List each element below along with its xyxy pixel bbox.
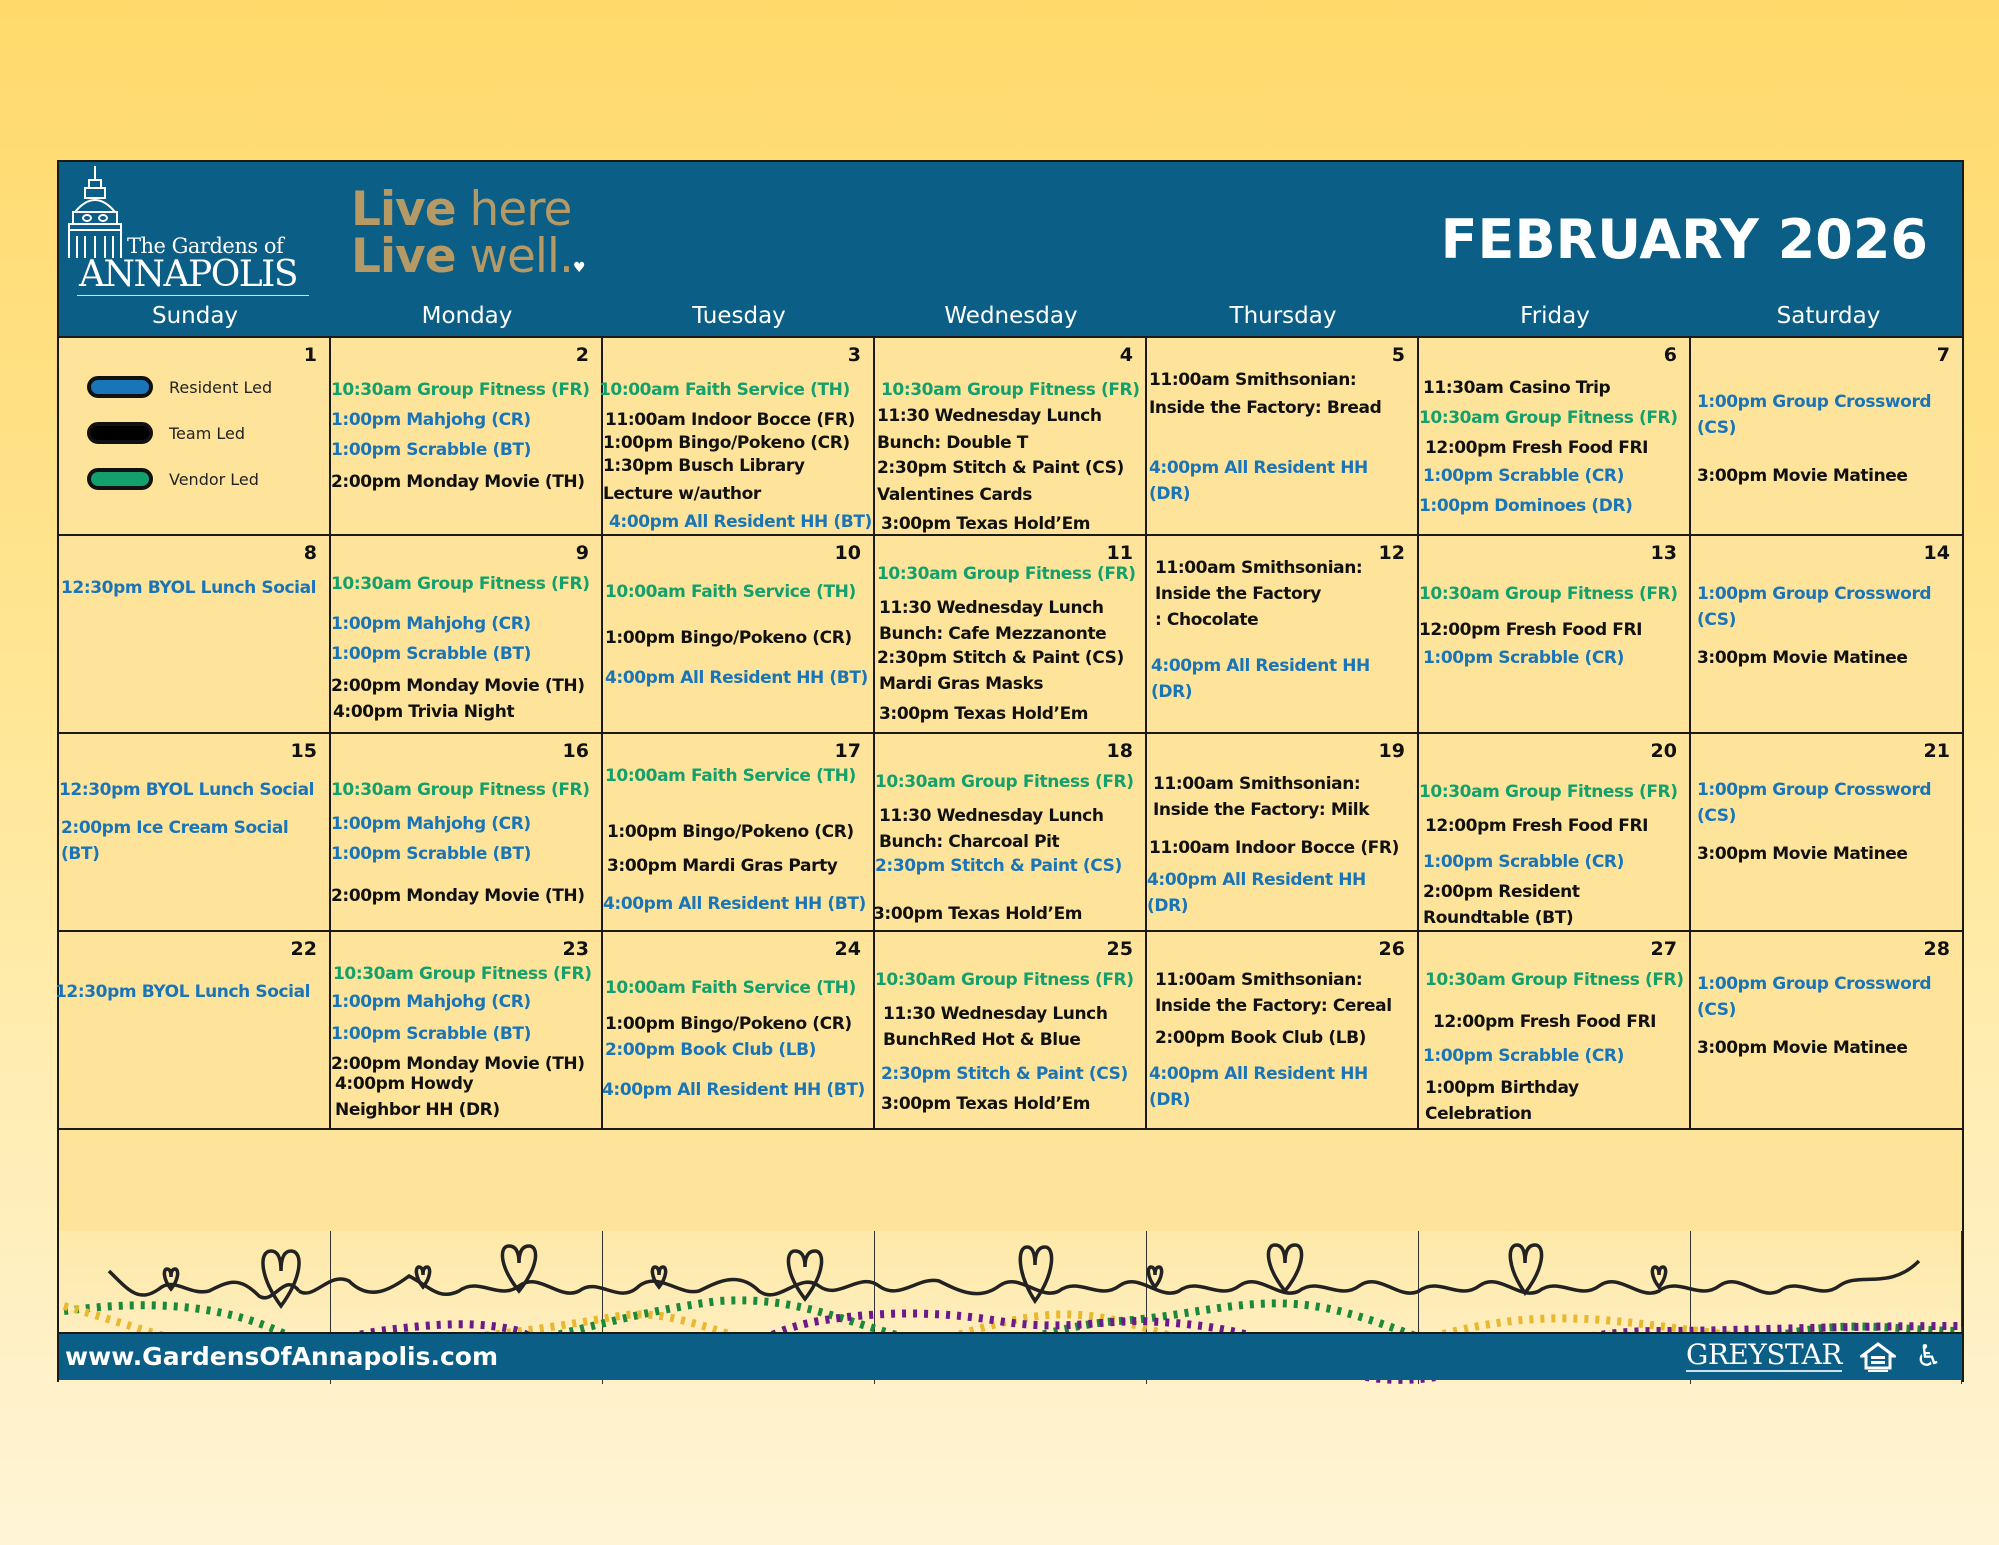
day-number: 4 <box>1119 344 1133 366</box>
day-cell[interactable] <box>875 932 1147 1128</box>
tagline-line1-bold: Live <box>351 182 456 237</box>
event-item-team[interactable]: 12:00pm Fresh Food FRI <box>1433 1012 1657 1032</box>
event-item-vendor[interactable]: 10:30am Group Fitness (FR) <box>875 970 1134 990</box>
dow-thursday: Thursday <box>1229 303 1337 329</box>
event-item-team[interactable]: Celebration <box>1425 1104 1532 1124</box>
event-item-resident[interactable]: 1:00pm Group Crossword <box>1697 780 1932 800</box>
event-item-resident[interactable]: 2:00pm Book Club (LB) <box>605 1040 817 1060</box>
event-item-team[interactable]: 11:00am Smithsonian: <box>1155 970 1363 990</box>
event-item-vendor[interactable]: 10:00am Faith Service (TH) <box>599 380 850 400</box>
logo-divider <box>77 295 309 296</box>
event-item-vendor[interactable]: 10:00am Faith Service (TH) <box>605 978 856 998</box>
event-item-team[interactable]: Bunch: Cafe Mezzanonte <box>879 624 1107 644</box>
day-number: 14 <box>1923 542 1950 564</box>
event-item-resident[interactable]: 1:00pm Dominoes (DR) <box>1419 496 1633 516</box>
event-item-team[interactable]: 2:00pm Monday Movie (TH) <box>331 886 585 906</box>
website-link[interactable]: www.GardensOfAnnapolis.com <box>65 1342 499 1371</box>
day-cell[interactable] <box>1691 536 1962 732</box>
legend-swatch-icon <box>87 422 153 444</box>
event-item-team[interactable]: 12:00pm Fresh Food FRI <box>1419 620 1643 640</box>
dow-tuesday: Tuesday <box>692 303 786 329</box>
week-row <box>59 536 1962 734</box>
dow-monday: Monday <box>421 303 513 329</box>
day-number: 12 <box>1378 542 1405 564</box>
event-item-team[interactable]: 3:00pm Movie Matinee <box>1697 466 1908 486</box>
day-number: 11 <box>1106 542 1133 564</box>
event-item-vendor[interactable]: 10:00am Faith Service (TH) <box>605 766 856 786</box>
event-item-resident[interactable]: 4:00pm All Resident HH <box>1149 458 1368 478</box>
dow-wednesday: Wednesday <box>944 303 1078 329</box>
event-item-team[interactable]: 11:30 Wednesday Lunch <box>879 806 1104 826</box>
event-item-team[interactable]: Mardi Gras Masks <box>879 674 1044 694</box>
event-item-team[interactable]: 1:00pm Bingo/Pokeno (CR) <box>605 1014 852 1034</box>
day-number: 10 <box>834 542 861 564</box>
day-number: 5 <box>1391 344 1405 366</box>
event-item-resident[interactable]: 1:00pm Mahjohg (CR) <box>331 410 531 430</box>
event-item-team[interactable]: Inside the Factory: Cereal <box>1155 996 1392 1016</box>
event-item-vendor[interactable]: 10:30am Group Fitness (FR) <box>881 380 1140 400</box>
event-item-vendor[interactable]: 10:30am Group Fitness (FR) <box>1419 782 1678 802</box>
day-cell[interactable] <box>1419 932 1691 1128</box>
day-cell[interactable] <box>59 734 331 930</box>
event-item-resident[interactable]: 4:00pm All Resident HH (BT) <box>602 1080 865 1100</box>
day-number: 2 <box>575 344 589 366</box>
dow-sunday: Sunday <box>151 303 239 329</box>
day-cell[interactable] <box>875 536 1147 732</box>
day-cell[interactable] <box>1691 932 1962 1128</box>
calendar-sheet <box>57 160 1964 1382</box>
event-item-team[interactable]: 2:30pm Stitch & Paint (CS) <box>877 648 1124 668</box>
day-cell[interactable] <box>1419 338 1691 534</box>
event-item-team[interactable]: BunchRed Hot & Blue <box>883 1030 1081 1050</box>
day-number: 6 <box>1663 344 1677 366</box>
tagline-line1-rest: here <box>455 182 572 237</box>
event-item-resident[interactable]: (CS) <box>1697 418 1736 438</box>
day-number: 3 <box>847 344 861 366</box>
day-cell[interactable] <box>1691 734 1962 930</box>
event-item-resident[interactable]: 4:00pm All Resident HH (BT) <box>603 894 866 914</box>
gardens-of-annapolis-logo <box>65 166 315 302</box>
event-item-resident[interactable]: (BT) <box>61 844 100 864</box>
event-item-vendor[interactable]: 10:30am Group Fitness (FR) <box>1419 584 1678 604</box>
dow-saturday: Saturday <box>1776 303 1881 329</box>
event-item-vendor[interactable]: 10:00am Faith Service (TH) <box>605 582 856 602</box>
event-item-resident[interactable]: 1:00pm Scrabble (BT) <box>331 1024 531 1044</box>
event-item-team[interactable]: 11:00am Smithsonian: <box>1149 370 1357 390</box>
event-item-resident[interactable]: 12:30pm BYOL Lunch Social <box>55 982 311 1002</box>
day-cell[interactable] <box>875 734 1147 930</box>
week-row <box>59 734 1962 932</box>
event-item-team[interactable]: 2:00pm Resident <box>1423 882 1580 902</box>
event-item-team[interactable]: Bunch: Charcoal Pit <box>879 832 1060 852</box>
equal-housing-icon <box>1860 1342 1896 1376</box>
event-item-resident[interactable]: 1:00pm Scrabble (CR) <box>1423 852 1624 872</box>
event-item-resident[interactable]: (DR) <box>1149 484 1191 504</box>
footer <box>59 1332 1962 1380</box>
event-item-team[interactable]: 3:00pm Texas Hold’Em <box>879 704 1089 724</box>
tagline <box>351 182 585 292</box>
event-item-resident[interactable]: 1:00pm Scrabble (CR) <box>1423 466 1624 486</box>
event-item-resident[interactable]: 12:30pm BYOL Lunch Social <box>59 780 315 800</box>
day-number: 17 <box>834 740 861 762</box>
event-item-resident[interactable]: 1:00pm Group Crossword <box>1697 974 1932 994</box>
event-item-team[interactable]: Valentines Cards <box>877 485 1033 505</box>
day-cell[interactable] <box>603 932 875 1128</box>
legend-label: Vendor Led <box>169 469 259 489</box>
day-number: 22 <box>290 938 317 960</box>
day-cell[interactable] <box>599 338 875 534</box>
event-item-team[interactable]: 11:00am Indoor Bocce (FR) <box>1149 838 1399 858</box>
event-item-team[interactable]: 12:00pm Fresh Food FRI <box>1425 816 1649 836</box>
event-item-team[interactable]: Lecture w/author <box>603 484 761 504</box>
event-item-team[interactable]: 2:30pm Stitch & Paint (CS) <box>877 458 1124 478</box>
event-item-team[interactable]: 3:00pm Texas Hold’Em <box>881 514 1091 534</box>
event-item-team[interactable]: 3:00pm Movie Matinee <box>1697 1038 1908 1058</box>
day-number: 20 <box>1650 740 1677 762</box>
calendar-header <box>59 162 1962 336</box>
calendar-grid <box>55 336 1962 1130</box>
legend-item <box>87 422 245 444</box>
week-row <box>55 932 1962 1130</box>
event-item-vendor[interactable]: 10:30am Group Fitness (FR) <box>333 964 592 984</box>
day-cell[interactable] <box>331 536 603 732</box>
day-number: 24 <box>834 938 861 960</box>
event-item-team[interactable]: 1:00pm Birthday <box>1425 1078 1579 1098</box>
event-item-resident[interactable]: (DR) <box>1149 1090 1191 1110</box>
event-item-team[interactable]: 3:00pm Texas Hold’Em <box>881 1094 1091 1114</box>
event-item-team[interactable]: Bunch: Double T <box>877 433 1028 453</box>
event-item-team[interactable]: 11:30 Wednesday Lunch <box>883 1004 1108 1024</box>
event-item-resident[interactable]: 1:00pm Scrabble (BT) <box>331 844 531 864</box>
event-item-resident[interactable]: 1:00pm Group Crossword <box>1697 392 1932 412</box>
day-number: 8 <box>303 542 317 564</box>
event-item-resident[interactable]: (DR) <box>1151 682 1193 702</box>
day-cell[interactable] <box>603 536 875 732</box>
event-item-resident[interactable]: 4:00pm All Resident HH <box>1149 1064 1368 1084</box>
event-item-team[interactable]: 11:30am Casino Trip <box>1423 378 1611 398</box>
day-number: 19 <box>1378 740 1405 762</box>
event-item-team[interactable]: Roundtable (BT) <box>1423 908 1574 928</box>
day-number: 27 <box>1650 938 1677 960</box>
legend-swatch-icon <box>87 468 153 490</box>
event-item-team[interactable]: 2:00pm Book Club (LB) <box>1155 1028 1367 1048</box>
event-item-team[interactable]: 4:00pm Howdy <box>335 1074 474 1094</box>
event-item-resident[interactable]: 12:30pm BYOL Lunch Social <box>61 578 317 598</box>
legend-item <box>87 376 272 398</box>
event-item-team[interactable]: 12:00pm Fresh Food FRI <box>1425 438 1649 458</box>
event-item-team[interactable]: 1:00pm Bingo/Pokeno (CR) <box>603 433 850 453</box>
day-cell[interactable] <box>59 338 331 534</box>
event-item-team[interactable]: 2:00pm Monday Movie (TH) <box>331 472 585 492</box>
event-item-resident[interactable]: (DR) <box>1147 896 1189 916</box>
logo-text-line1: The Gardens of <box>127 234 284 258</box>
event-item-resident[interactable]: 2:30pm Stitch & Paint (CS) <box>875 856 1122 876</box>
day-number: 7 <box>1936 344 1950 366</box>
event-item-team[interactable]: Neighbor HH (DR) <box>335 1100 500 1120</box>
event-item-vendor[interactable]: 10:30am Group Fitness (FR) <box>331 780 590 800</box>
day-number: 1 <box>303 344 317 366</box>
day-cell[interactable] <box>1147 734 1419 930</box>
day-cell[interactable] <box>55 932 331 1128</box>
day-number: 15 <box>290 740 317 762</box>
event-item-team[interactable]: 2:00pm Monday Movie (TH) <box>331 676 585 696</box>
event-item-resident[interactable]: 1:00pm Group Crossword <box>1697 584 1932 604</box>
day-number: 26 <box>1378 938 1405 960</box>
event-item-resident[interactable]: 4:00pm All Resident HH <box>1151 656 1370 676</box>
day-number: 18 <box>1106 740 1133 762</box>
event-item-team[interactable]: 11:00am Smithsonian: <box>1155 558 1363 578</box>
event-item-vendor[interactable]: 10:30am Group Fitness (FR) <box>1425 970 1684 990</box>
event-item-team[interactable]: 3:00pm Movie Matinee <box>1697 648 1908 668</box>
event-item-resident[interactable]: 2:00pm Ice Cream Social <box>61 818 289 838</box>
day-number: 9 <box>575 542 589 564</box>
legend-label: Team Led <box>169 423 246 443</box>
event-item-team[interactable]: Inside the Factory <box>1155 584 1321 604</box>
dow-friday: Friday <box>1520 303 1590 329</box>
day-cell[interactable] <box>1419 536 1691 732</box>
event-item-team[interactable]: : Chocolate <box>1155 610 1259 630</box>
event-item-team[interactable]: 11:30 Wednesday Lunch <box>877 406 1102 426</box>
event-item-resident[interactable]: 4:00pm All Resident HH (BT) <box>605 668 868 688</box>
day-cell[interactable] <box>1147 536 1419 732</box>
event-item-team[interactable]: 11:00am Smithsonian: <box>1153 774 1361 794</box>
day-number: 16 <box>562 740 589 762</box>
event-item-team[interactable]: 4:00pm Trivia Night <box>333 702 515 722</box>
event-item-resident[interactable]: (CS) <box>1697 806 1736 826</box>
day-cell[interactable] <box>331 932 603 1128</box>
event-item-team[interactable]: 11:00am Indoor Bocce (FR) <box>605 410 855 430</box>
day-number: 21 <box>1923 740 1950 762</box>
event-item-resident[interactable]: 1:00pm Scrabble (BT) <box>331 440 531 460</box>
tagline-line2-bold: Live <box>351 229 456 284</box>
event-item-resident[interactable]: 1:00pm Scrabble (CR) <box>1423 648 1624 668</box>
event-item-vendor[interactable]: 10:30am Group Fitness (FR) <box>877 564 1136 584</box>
logo-text-line2: ANNAPOLIS <box>79 254 298 295</box>
event-item-vendor[interactable]: 10:30am Group Fitness (FR) <box>331 380 590 400</box>
event-item-vendor[interactable]: 10:30am Group Fitness (FR) <box>1419 408 1678 428</box>
day-cell[interactable] <box>1419 734 1691 930</box>
event-item-team[interactable]: 2:00pm Monday Movie (TH) <box>331 1054 585 1074</box>
event-item-vendor[interactable]: 10:30am Group Fitness (FR) <box>875 772 1134 792</box>
event-item-vendor[interactable]: 10:30am Group Fitness (FR) <box>331 574 590 594</box>
day-number: 13 <box>1650 542 1677 564</box>
event-item-resident[interactable]: 1:00pm Mahjohg (CR) <box>331 614 531 634</box>
day-cell[interactable] <box>1691 338 1962 534</box>
event-item-resident[interactable]: (CS) <box>1697 610 1736 630</box>
legend-label: Resident Led <box>169 377 273 397</box>
event-item-team[interactable]: 3:00pm Texas Hold’Em <box>873 904 1083 924</box>
event-item-team[interactable]: Inside the Factory: Bread <box>1149 398 1382 418</box>
day-of-week-row <box>59 298 1962 336</box>
event-item-resident[interactable]: (CS) <box>1697 1000 1736 1020</box>
day-number: 25 <box>1106 938 1133 960</box>
tagline-line2-rest: well. <box>455 229 573 284</box>
event-item-resident[interactable]: 2:30pm Stitch & Paint (CS) <box>881 1064 1128 1084</box>
event-item-resident[interactable]: 4:00pm All Resident HH (BT) <box>609 512 872 532</box>
day-number: 28 <box>1923 938 1950 960</box>
day-cell[interactable] <box>603 734 875 930</box>
day-cell[interactable] <box>331 734 603 930</box>
greystar-logo: GREYSTAR <box>1685 1338 1842 1371</box>
week-row <box>59 338 1962 536</box>
heart-icon: ♥ <box>572 260 585 276</box>
accessibility-icon: ♿ <box>1915 1339 1942 1374</box>
capitol-dome-icon <box>65 166 129 262</box>
event-item-team[interactable]: 3:00pm Movie Matinee <box>1697 844 1908 864</box>
day-cell[interactable] <box>59 536 331 732</box>
month-title: FEBRUARY 2026 <box>1440 208 1928 271</box>
event-item-resident[interactable]: 4:00pm All Resident HH <box>1147 870 1366 890</box>
day-number: 23 <box>562 938 589 960</box>
event-item-team[interactable]: 11:30 Wednesday Lunch <box>879 598 1104 618</box>
event-item-resident[interactable]: 1:00pm Scrabble (BT) <box>331 644 531 664</box>
event-item-resident[interactable]: 1:00pm Scrabble (CR) <box>1423 1046 1624 1066</box>
day-cell[interactable] <box>875 338 1147 534</box>
legend-item <box>87 468 259 490</box>
day-cell[interactable] <box>331 338 603 534</box>
event-item-resident[interactable]: 1:00pm Mahjohg (CR) <box>331 992 531 1012</box>
day-cell[interactable] <box>1147 338 1419 534</box>
legend-swatch-icon <box>87 376 153 398</box>
event-item-resident[interactable]: 1:00pm Mahjohg (CR) <box>331 814 531 834</box>
event-item-team[interactable]: 1:00pm Bingo/Pokeno (CR) <box>607 822 854 842</box>
event-item-team[interactable]: 1:30pm Busch Library <box>603 456 805 476</box>
event-item-team[interactable]: 3:00pm Mardi Gras Party <box>607 856 838 876</box>
day-cell[interactable] <box>1147 932 1419 1128</box>
event-item-team[interactable]: Inside the Factory: Milk <box>1153 800 1370 820</box>
event-item-team[interactable]: 1:00pm Bingo/Pokeno (CR) <box>605 628 852 648</box>
